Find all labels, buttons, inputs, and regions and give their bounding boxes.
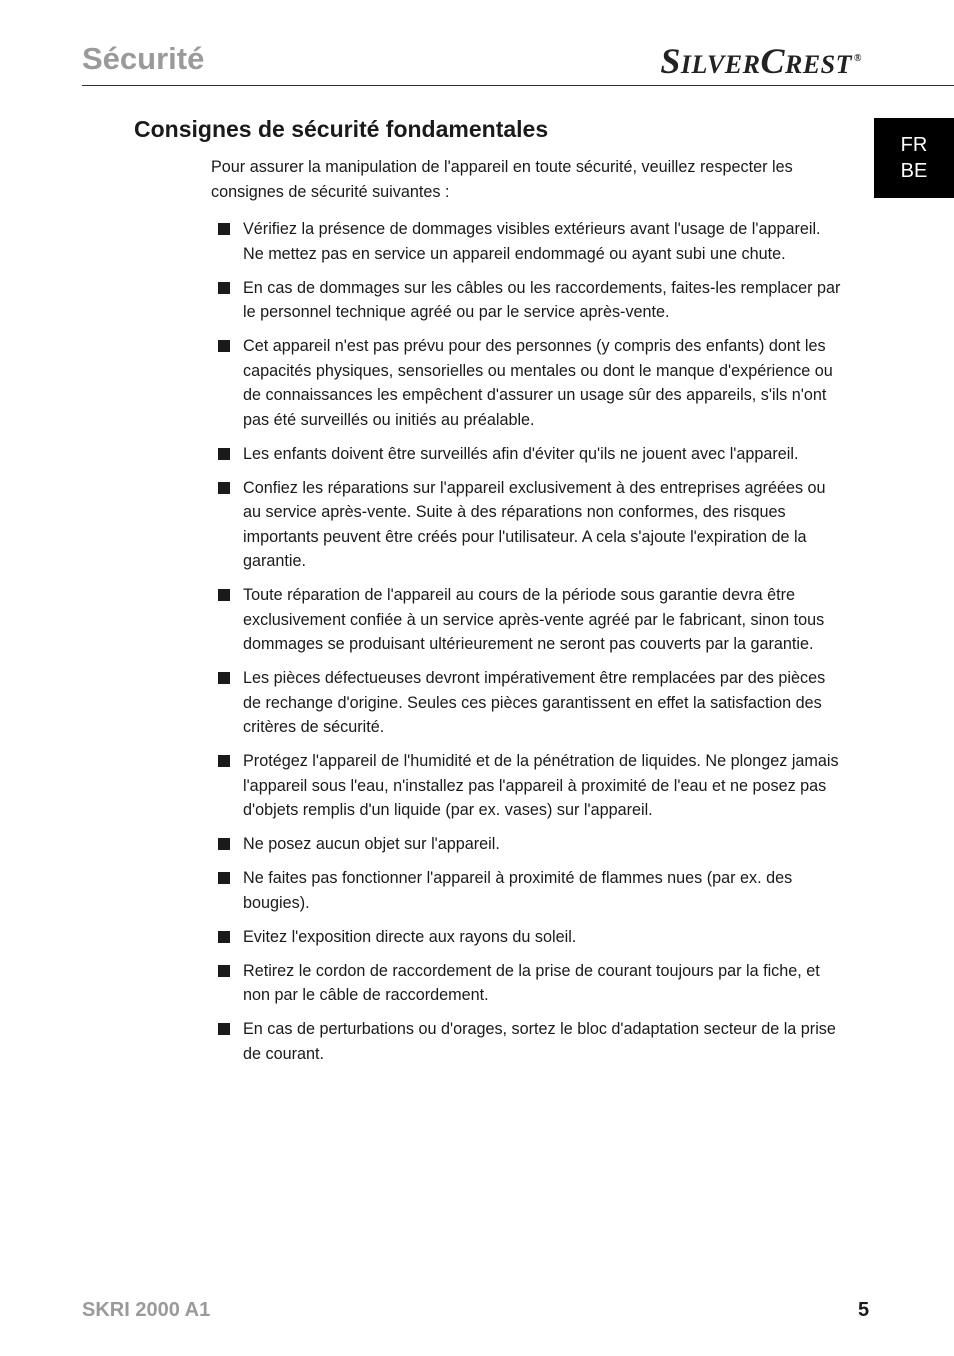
list-item-text: Confiez les réparations sur l'appareil exclusivement à des entreprises agréées ou au service après-vente. Suite à des réparations non conformes, des risques importants peuvent être créés pour l'utilisateur. A cela s'ajoute l'expiration de la garantie. bbox=[243, 478, 826, 570]
list-item-text: Ne posez aucun objet sur l'appareil. bbox=[243, 835, 500, 853]
square-bullet-icon bbox=[218, 589, 230, 601]
language-tab bbox=[874, 118, 954, 198]
list-item bbox=[211, 666, 843, 740]
square-bullet-icon bbox=[218, 340, 230, 352]
list-item-text: Ne faites pas fonctionner l'appareil à proximité de flammes nues (par ex. des bougies). bbox=[243, 869, 793, 912]
list-item bbox=[211, 276, 843, 325]
square-bullet-icon bbox=[218, 448, 230, 460]
list-item bbox=[211, 866, 843, 915]
section-heading: Consignes de sécurité fondamentales bbox=[134, 116, 549, 142]
list-item bbox=[211, 832, 843, 857]
list-item bbox=[211, 959, 843, 1008]
list-item bbox=[211, 925, 843, 950]
page-title: Sécurité bbox=[82, 41, 205, 76]
list-item bbox=[211, 334, 843, 432]
list-item-text: Les pièces défectueuses devront impérativement être remplacées par des pièces de rechange d'origine. Seules ces pièces garantissent en effet la satisfaction des critères de sécurité. bbox=[243, 669, 826, 736]
list-item-text: Les enfants doivent être surveillés afin d'éviter qu'ils ne jouent avec l'appareil. bbox=[243, 444, 799, 463]
list-item-text: Toute réparation de l'appareil au cours de la période sous garantie devra être exclusivement confiée à un service après-vente agréé par le fabricant, sinon tous dommages se produisant ultérieurement ne seront pas couverts par la garantie. bbox=[243, 586, 825, 653]
square-bullet-icon bbox=[218, 872, 230, 884]
list-item bbox=[211, 1017, 843, 1066]
list-item-text: Protégez l'appareil de l'humidité et de la pénétration de liquides. Ne plongez jamais l'appareil sous l'eau, n'installez pas l'appareil à proximité de l'eau et ne posez pas d'objets remplis d'un liquide (par ex. vases) sur l'appareil. bbox=[243, 752, 839, 819]
list-item-text: En cas de perturbations ou d'orages, sortez le bloc d'adaptation secteur de la prise de courant. bbox=[243, 1020, 836, 1063]
square-bullet-icon bbox=[218, 672, 230, 684]
square-bullet-icon bbox=[218, 931, 230, 943]
square-bullet-icon bbox=[218, 223, 230, 235]
list-item bbox=[211, 442, 843, 467]
square-bullet-icon bbox=[218, 838, 230, 850]
list-item-text: En cas de dommages sur les câbles ou les raccordements, faites-les remplacer par le personnel technique agréé ou par le service après-vente. bbox=[243, 278, 841, 321]
intro-paragraph: Pour assurer la manipulation de l'appareil en toute sécurité, veuillez respecter les consignes de sécurité suivantes : bbox=[211, 158, 793, 201]
header-divider bbox=[82, 85, 954, 86]
list-item bbox=[211, 749, 843, 823]
square-bullet-icon bbox=[218, 482, 230, 494]
square-bullet-icon bbox=[218, 965, 230, 977]
square-bullet-icon bbox=[218, 1023, 230, 1035]
list-item bbox=[211, 476, 843, 574]
list-item-text: Retirez le cordon de raccordement de la prise de courant toujours par la fiche, et non par le câble de raccordement. bbox=[243, 961, 820, 1004]
silvercrest-logo: SILVERCREST ® bbox=[660, 41, 862, 81]
footer-model-number: SKRI 2000 A1 bbox=[82, 1299, 211, 1321]
square-bullet-icon bbox=[218, 282, 230, 294]
page-number: 5 bbox=[858, 1299, 870, 1321]
list-item-text: Evitez l'exposition directe aux rayons du soleil. bbox=[243, 927, 577, 946]
list-item-text: Cet appareil n'est pas prévu pour des personnes (y compris des enfants) dont les capacités physiques, sensorielles ou mentales ou dont le manque d'expérience ou de connaissances les empêchent d'assurer un usage sûr des appareils, s'ils n'ont pas été surveillés ou initiés au préalable. bbox=[243, 337, 833, 429]
language-code-be: BE bbox=[900, 160, 928, 182]
square-bullet-icon bbox=[218, 755, 230, 767]
language-code-fr: FR bbox=[900, 134, 928, 156]
list-item bbox=[211, 583, 843, 657]
safety-instructions-list bbox=[211, 217, 843, 1076]
list-item bbox=[211, 217, 843, 266]
list-item-text: Vérifiez la présence de dommages visibles extérieurs avant l'usage de l'appareil. Ne mettez pas en service un appareil endommagé ou ayant subi une chute. bbox=[243, 220, 821, 263]
